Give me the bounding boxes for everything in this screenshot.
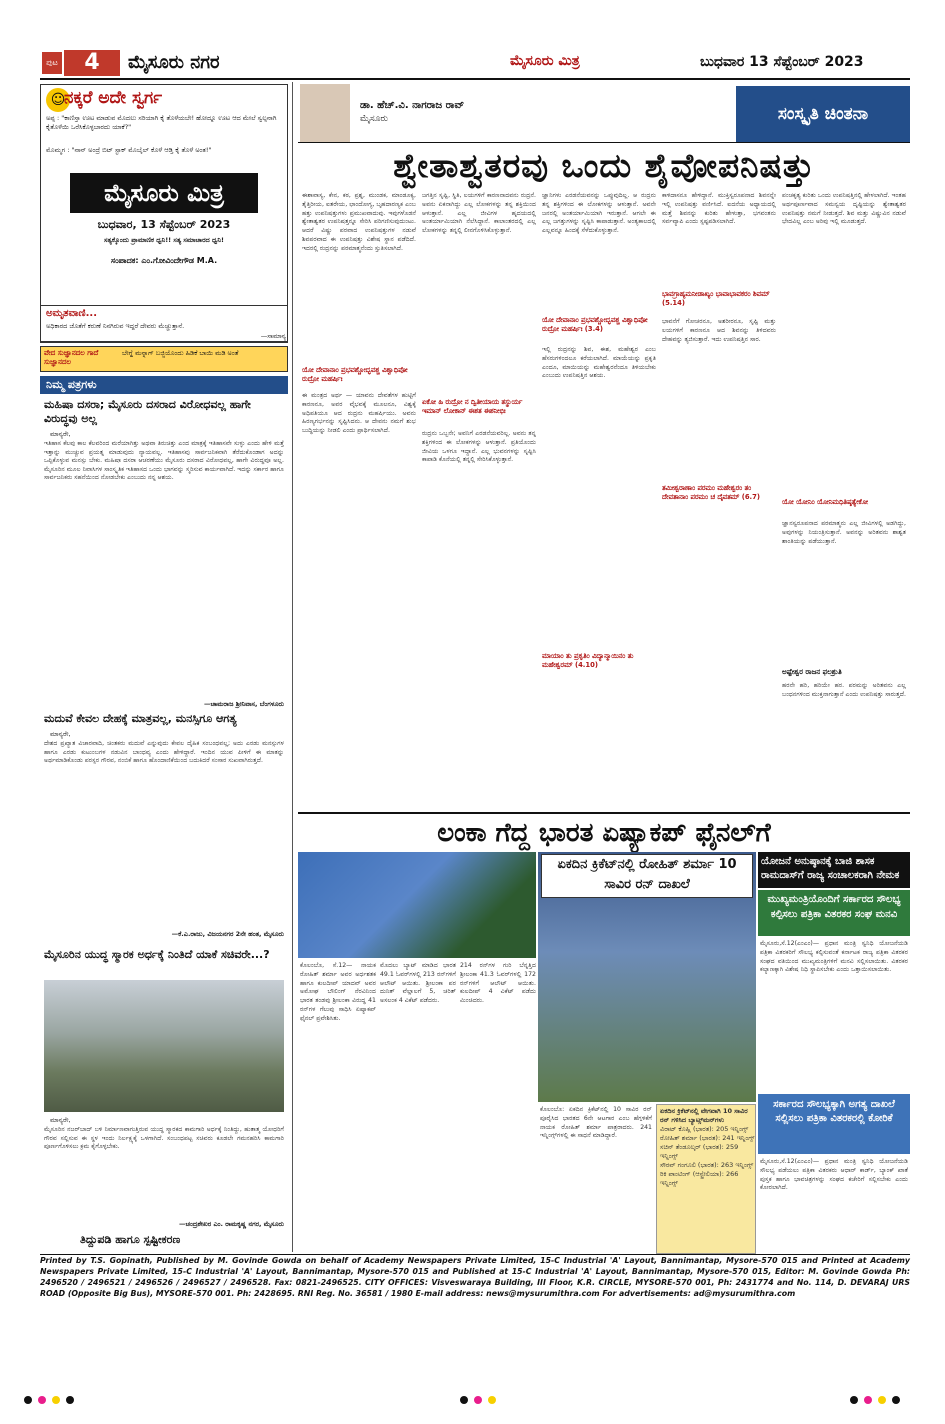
letter-4-title: ತಿದ್ದುಪಡಿ ಹಾಗೂ ಸ್ಪಷ್ಟೀಕರಣ — [80, 1233, 181, 1246]
article-col-2-cont: ರುದ್ರನು ಒಬ್ಬನೇ; ಅವನಿಗೆ ಎರಡನೆಯವರಿಲ್ಲ. ಅವನು ತನ್ನ ಶಕ್ತಿಗಳಿಂದ ಈ ಲೋಕಗಳನ್ನು ಆಳುತ್ತಾನೆ. ಪ್ರತಿಯೊಂದು ಜೀವಿಯ ಒಳಗೂ ಇದ್ದಾನೆ. ಎಲ್ಲ ಭುವನಗಳನ್ನು ಸೃಷ್ಟಿಸಿ ಕಾಪಾಡಿ ಕೊನೆಯಲ್ಲಿ ತನ್ನಲ್ಲಿ ಸೇರಿಸಿಕೊಳ್ಳುತ್ತಾನೆ. — [422, 430, 536, 464]
letter-2-salute: ಮಾನ್ಯರೇ, — [50, 730, 71, 738]
letter-3-salute: ಮಾನ್ಯರೇ, — [50, 1116, 71, 1124]
letters-header: ನಿಮ್ಮ ಪತ್ರಗಳು — [40, 376, 288, 394]
page-tag: ಪುಟ — [42, 52, 62, 74]
article-col-1-verse: ಯೋ ದೇವಾನಾಂ ಪ್ರಭವಶ್ಚೋದ್ಭವಶ್ಚ ವಿಶ್ವಾಧಿಪೋ ರುದ್ರೋ ಮಹರ್ಷಿಃ — [302, 366, 408, 384]
side-news-green-head: ಮುಖ್ಯಮಂತ್ರಿಯೊಂದಿಗೆ ಸರ್ಕಾರದ ಸೌಲಭ್ಯ ಕಲ್ಪಿಸಲು ಪತ್ರಿಕಾ ವಿತರಕರ ಸಂಘ ಮನವಿ — [758, 890, 910, 936]
tagline: ಸತ್ಯಕ್ಕೊಂದು ಪ್ರಾಮಾಣಿಕ ಧ್ವನಿ!! ಸತ್ಯ ಸಮಾಚಾರದ ಧ್ವನಿ! — [104, 236, 224, 244]
rohit-record-title: ಏಕದಿನ ಕ್ರಿಕೆಟ್‌ನಲ್ಲಿ ರೋಹಿತ್ ಶರ್ಮಾ 10 ಸಾವಿರ ರನ್ ದಾಖಲೆ — [541, 854, 753, 898]
editor-line: ಸಂಪಾದಕ: ಎಂ.ಗೋವಿಂದೇಗೌಡ M.A. — [110, 256, 218, 265]
logo-date: ಬುಧವಾರ, 13 ಸೆಪ್ಟೆಂಬರ್ 2023 — [97, 218, 231, 231]
letter-1-title: ಮಹಿಷಾ ದಸರಾ; ಮೈಸೂರು ದಸರಾದ ವಿರೋಧವಲ್ಲ ಹಾಗೇ ವಿರುದ್ಧವು ಅಲ್ಲ — [44, 398, 251, 425]
article-col-4-verse-2: ತಮೀಶ್ವರಾಣಾಂ ಪರಮಂ ಮಹೇಶ್ವರಂ ತಂ ದೇವತಾನಾಂ ಪರಮಂ ಚ ದೈವತಮ್ (6.7) — [662, 484, 760, 502]
quote-text: ಅಧಿಕಾರದ ಜೊತೆಗೆ ಕರುಣೆ ನಿನಗಿರುವ ಇದ್ದರೆ ದೇವರು ಮೆಚ್ಚುತ್ತಾನೆ. — [46, 322, 185, 330]
article-col-1: ಈಶಾವಾಸ್ಯ, ಕೇನ, ಕಠ, ಪ್ರಶ್ನ, ಮುಂಡಕ, ಮಾಂಡೂಕ್ಯ, ತೈತ್ತಿರೀಯ, ಐತರೇಯ, ಛಾಂದೋಗ್ಯ, ಬೃಹದಾರಣ್ಯಕ ಎಂಬ ಹತ್ತು ಉಪನಿಷತ್ತುಗಳು ಪ್ರಮುಖವಾದುವು. ಇವುಗಳೊಡನೆ ಶ್ವೇತಾಶ್ವತರ ಉಪನಿಷತ್ತನ್ನೂ ಸೇರಿಸಿ ಪರಿಗಣಿಸುವುದುಂಟು. ಆದರೆ ವಿಷ್ಣು ಪರವಾದ ಉಪನಿಷತ್ತುಗಳ ನಡುವೆ ಶಿವಪರವಾದ ಈ ಉಪನಿಷತ್ತು ವಿಶೇಷ ಸ್ಥಾನ ಪಡೆದಿದೆ. ಇದರಲ್ಲಿ ರುದ್ರನನ್ನು ಪರಮಾತ್ಮನೆಂದು ಸ್ತುತಿಸಲಾಗಿದೆ. — [302, 192, 416, 252]
team-celebration-photo — [298, 852, 536, 958]
article-col-4-verse: ಭಾವಗ್ರಾಹ್ಯಮನೀಡಾಖ್ಯಂ ಭಾವಾಭಾವಕರಂ ಶಿವಮ್ (5.14) — [662, 290, 770, 308]
letter-3-sign: —ಚಂದ್ರಶೇಖರ ಎಂ. ರಾಮಕೃಷ್ಣ ನಗರ, ಮೈಸೂರು — [179, 1220, 284, 1228]
proverb-right: ಬೇಗ್ಡೆ ಮನ್ನಾಗ್ ಬಜ್ಜಿಯೊಂದು ಹಿಡಿಕೆ ಬಾಯಿ ಮಡಿ ಅಂತೆ — [122, 349, 239, 357]
sports-body-1: ಕೊಲಂಬೊ, ಸೆ.12— ನಾಯಕ ರೋಹಿತ್ ಶರ್ಮಾ ಅವರ ಅರ್ಧಶತಕ ಹಾಗೂ ಕುಲದೀಪ್ ಯಾದವ್ ಅವರ ಅಮೋಘ ಬೌಲಿಂಗ್ ನೆರವಿನಿಂದ ಭಾರತ ತಂಡವು ಶ್ರೀಲಂಕಾ ವಿರುದ್ಧ 41 ರನ್‌ಗಳ ಗೆಲುವು ಸಾಧಿಸಿ ಏಷ್ಯಾಕಪ್ ಫೈನಲ್ ಪ್ರವೇಶಿಸಿತು. — [300, 962, 376, 1022]
sports-body-2: ಮೊದಲು ಬ್ಯಾಟ್ ಮಾಡಿದ ಭಾರತ 49.1 ಓವರ್‌ಗಳಲ್ಲಿ 213 ರನ್‌ಗಳಿಗೆ ಆಲೌಟ್ ಆಯಿತು. ಶ್ರೀಲಂಕಾ ಪರ ದುನಿತ್ ವೆಲ್ಲಾಲಗೆ 5, ಚರಿತ್ ಅಸಲಂಕ 4 ವಿಕೆಟ್ ಪಡೆದರು. — [380, 962, 456, 1005]
imprint-footer: Printed by T.S. Gopinath, Published by M. Govinde Gowda on behalf of Academy Newspapers Private Limited, 15-C Industrial 'A' Layout, Bannimantap, Mysore-570 015 and Printed at Academy Newspapers Private Limited, 15-C Industrial 'A' Layout, Bannimantap, Mysore-570 015 and Published at 15-C Industrial 'A' Layout, Bannimantap, Mysore-570 015, Editor: M. Govinde Gowda Ph: 2496520 / 2496521 / 2496526 / 2496527 / 2496528. Fax: 0821-2496525. CITY OFFICES: Visveswaraya Building, III Floor, K.R. CIRCLE, MYSORE-570 001, Ph: 2431774 and No. 114, D. DEVARAJ URS ROAD (Opposite Big Bus), MYSORE-570 001. Ph: 2428695. RNI Reg. No. 36581 / 1980 E-mail address: news@mysurumithra.com For advertisements: ad@mysurumithra.com — [40, 1254, 910, 1375]
article-col-5-subhead: ಅಷ್ಟೇಶ್ವರ ರಾಜನ ಫಲಶ್ರುತಿ — [782, 668, 842, 676]
stats-title: ಏಕದಿನ ಕ್ರಿಕೆಟ್‌ನಲ್ಲಿ ವೇಗವಾಗಿ 10 ಸಾವಿರ ರನ್ ಗಳಿಸಿದ ಬ್ಯಾಟ್ಸ್‌ಮನ್‌ಗಳು — [660, 1107, 748, 1124]
section-title: ಮೈಸೂರು ನಗರ — [128, 52, 220, 73]
print-registration-marks — [20, 1396, 925, 1408]
stat-row: ರಿಕಿ ಪಾಂಟಿಂಗ್ (ಆಸ್ಟ್ರೇಲಿಯಾ): 266 ಇನ್ನಿಂಗ್ಸ್ — [660, 1170, 739, 1187]
letter-3-body: ಮೈಸೂರಿನ ನಜರ್‌ಬಾದ್ ಬಳಿ ನಿರ್ಮಾಣವಾಗುತ್ತಿರುವ ಯುದ್ಧ ಸ್ಮಾರಕದ ಕಾಮಗಾರಿ ಅರ್ಧಕ್ಕೆ ನಿಂತಿದ್ದು, ಹುತಾತ್ಮ ಯೋಧರಿಗೆ ಗೌರವ ಸಲ್ಲಿಸುವ ಈ ಸ್ಥಳ ಇಂದು ನಿರ್ಲಕ್ಷ್ಯಕ್ಕೆ ಒಳಗಾಗಿದೆ. ಸಂಬಂಧಪಟ್ಟ ಸಚಿವರು ಕೂಡಲೇ ಗಮನಹರಿಸಿ ಕಾಮಗಾರಿ ಪೂರ್ಣಗೊಳಿಸಲು ಕ್ರಮ ಕೈಗೊಳ್ಳಬೇಕು. — [44, 1126, 284, 1151]
joke-line-1: ಅಪ್ಪ : "ಕಾಣಿಸ್ತಾ ಊಟ ಮಾಡುವ ಮೊದಲು ಸರಿಯಾಗಿ ಕೈ ತೊಳೆಯಬೇ! ಹೋದ್ನೂ ಊಟ ಆದ ಮೇಲೆ ಸ್ವಲ್ಪನಾಗಿ ಕೈತೊಳೆಯಿ ಒರೆಸಿಕೊಳ್ಳಬಾರದು ಯಾಕೆ?" — [46, 114, 277, 131]
letter-2-body: ದೇಶದ ಪ್ರಖ್ಯಾತ ವಿಚಾರವಾದಿ, ಚಿಂತಕರು ಮದುವೆ ಎನ್ನುವುದು ಕೇವಲ ದೈಹಿಕ ಸಂಬಂಧವಲ್ಲ; ಅದು ಎರಡು ಮನಸ್ಸುಗಳ ಹಾಗೂ ಎರಡು ಕುಟುಂಬಗಳ ನಡುವಿನ ಬಾಂಧವ್ಯ ಎಂದು ಹೇಳಿದ್ದಾರೆ. ಇಂದಿನ ಯುವ ಪೀಳಿಗೆ ಈ ಮಾತನ್ನು ಅರ್ಥಮಾಡಿಕೊಂಡು ಪರಸ್ಪರ ಗೌರವ, ನಂಬಿಕೆ ಹಾಗೂ ಹೊಂದಾಣಿಕೆಯಿಂದ ಬದುಕಿದರೆ ಸಂಸಾರ ಸುಖವಾಗಿರುತ್ತದೆ. — [44, 740, 284, 765]
side-news-green-body: ಮೈಸೂರು,ಸೆ.12(ಎಂಎಂ)— ಪ್ರಧಾನ ಮಂತ್ರಿ ಸ್ವನಿಧಿ ಯೋಜನೆಯಡಿ ಪತ್ರಿಕಾ ವಿತರಕರಿಗೆ ಸೌಲಭ್ಯ ಕಲ್ಪಿಸುವಂತೆ ಕರ್ನಾಟಕ ರಾಜ್ಯ ಪತ್ರಿಕಾ ವಿತರಕರ ಸಂಘದ ವತಿಯಿಂದ ಮುಖ್ಯಮಂತ್ರಿಗಳಿಗೆ ಮನವಿ ಸಲ್ಲಿಸಲಾಯಿತು. ವಿತರಕರ ಕಲ್ಯಾಣಕ್ಕಾಗಿ ವಿಶೇಷ ನಿಧಿ ಸ್ಥಾಪಿಸಬೇಕು ಎಂದು ಒತ್ತಾಯಿಸಲಾಯಿತು. — [760, 940, 908, 974]
quote-author: —ಸಾಮಾನ್ಯ — [260, 332, 286, 340]
author-name: ಡಾ. ಹೆಚ್.ವಿ. ನಾಗರಾಜ ರಾವ್ — [360, 100, 465, 111]
article-col-4-cont: ಭಾವನೆಗೆ ಗೋಚರನೂ, ಅಶರೀರನೂ, ಸೃಷ್ಟಿ ಮತ್ತು ಲಯಗಳಿಗೆ ಕಾರಣನೂ ಆದ ಶಿವನನ್ನು ತಿಳಿದವರು ದೇಹವನ್ನು ತ್ಯಜಿಸುತ್ತಾರೆ. ಇದು ಉಪನಿಷತ್ತಿನ ಸಾರ. — [662, 318, 776, 343]
article-col-1-cont: ಈ ಮಂತ್ರದ ಅರ್ಥ — ಯಾವನು ದೇವತೆಗಳ ಹುಟ್ಟಿಗೆ ಕಾರಣನೂ, ಅವರ ವೈಭವಕ್ಕೆ ಮೂಲನೂ, ವಿಶ್ವಕ್ಕೆ ಅಧಿಪತಿಯೂ ಆದ ರುದ್ರನು ಮಹರ್ಷಿಯು. ಅವನು ಹಿರಣ್ಯಗರ್ಭನನ್ನು ಸೃಷ್ಟಿಸಿದನು. ಆ ದೇವನು ನಮಗೆ ಶುಭ ಬುದ್ಧಿಯನ್ನು ನೀಡಲಿ ಎಂದು ಪ್ರಾರ್ಥಿಸಲಾಗಿದೆ. — [302, 392, 416, 435]
war-memorial-photo — [44, 980, 284, 1112]
letter-1-body: ಇತಿಹಾಸ ಕೆಲವು ಕಾಲ ಕೆಲವರಿಂದ ಮರೆಯಾಗಿತ್ತು ಅಥವಾ ತಿರುಚಿತ್ತು ಎಂದ ಮಾತ್ರಕ್ಕೆ ಇತಿಹಾಸವೇ ಸುಳ್ಳು ಎಂದು ಹೇಳಿ ಮತ್ತೆ ಇತ್ತಾನ್ನು ಮುಚ್ಚುವ ಪ್ರಯತ್ನ ಮಾಡುವುದು ನ್ಯಾಯವಲ್ಲ. ಇತಿಹಾಸವು ಸಾರ್ವಜನಿಕವಾಗಿ ತೆರೆದುಕೊಂಡಾಗ ಅದನ್ನು ಒಪ್ಪಿಕೊಳ್ಳುವ ಮನಸ್ಸು ಬೇಕು. ಮಹಿಷಾ ದಸರಾ ಆಚರಣೆಯು ಮೈಸೂರು ದಸರಾದ ವಿರೋಧವಲ್ಲ, ಹಾಗೇ ವಿರುದ್ಧವೂ ಅಲ್ಲ. ಮೈಸೂರಿನ ಮೂಲ ನಿವಾಸಿಗಳ ಸಾಂಸ್ಕೃತಿಕ ಇತಿಹಾಸದ ಒಂದು ಭಾಗವನ್ನು ಸ್ಮರಿಸುವ ಕಾರ್ಯವಾಗಿದೆ. ಇದನ್ನು ಸರ್ಕಾರ ಹಾಗೂ ಸಾರ್ವಜನಿಕರು ಸಹನೆಯಿಂದ ನೋಡಬೇಕು ಎಂಬುದು ನನ್ನ ಆಶಯ. — [44, 440, 284, 482]
article-col-5-end: ಹರನೇ ಹರಿ, ಹರಿಯೇ ಹರ. ಪರಮನ್ನು ಅರಿತವನು ಎಲ್ಲ ಬಂಧನಗಳಿಂದ ಮುಕ್ತನಾಗುತ್ತಾನೆ ಎಂದು ಉಪನಿಷತ್ತು ಸಾರುತ್ತದೆ. — [782, 682, 906, 698]
rohit-record-body: ಕೊಲಂಬೊ: ಏಕದಿನ ಕ್ರಿಕೆಟ್‌ನಲ್ಲಿ 10 ಸಾವಿರ ರನ್ ಪೂರೈಸಿದ ಭಾರತದ 6ನೇ ಆಟಗಾರ ಎಂಬ ಹೆಗ್ಗಳಿಕೆಗೆ ನಾಯಕ ರೋಹಿತ್ ಶರ್ಮಾ ಪಾತ್ರರಾದರು. 241 ಇನ್ನಿಂಗ್ಸ್‌ಗಳಲ್ಲಿ ಈ ಸಾಧನೆ ಮಾಡಿದ್ದಾರೆ. — [540, 1106, 652, 1140]
letter-1-sign: —ಚಾಮರಾಜ ಶ್ರೀನಿವಾಸ, ಬೆಂಗಳೂರು — [203, 700, 284, 708]
masthead: ಮೈಸೂರು ಮಿತ್ರ — [510, 53, 580, 69]
article-col-5: ಪಂಚಕೃತ್ಯ ಕುರಿತು ಒಂದು ಉಪನಿಷತ್ತಿನಲ್ಲಿ ಹೇಳಲಾಗಿದೆ. ಇಂತಹ ಅರ್ಥಪೂರ್ಣವಾದ ಸಮನ್ವಯ ದೃಷ್ಟಿಯನ್ನು ಶ್ವೇತಾಶ್ವತರ ಉಪನಿಷತ್ತು ನಮಗೆ ನೀಡುತ್ತದೆ. ಶಿವ ಮತ್ತು ವಿಷ್ಣುವಿನ ನಡುವೆ ಭೇದವಿಲ್ಲ ಎಂಬ ಅರಿವು ಇಲ್ಲಿ ಮೂಡುತ್ತದೆ. — [782, 192, 906, 226]
side-news-blue-body: ಮೈಸೂರು,ಸೆ.12(ಎಂಎಂ)— ಪ್ರಧಾನ ಮಂತ್ರಿ ಸ್ವನಿಧಿ ಯೋಜನೆಯಡಿ ಸೌಲಭ್ಯ ಪಡೆಯಲು ಪತ್ರಿಕಾ ವಿತರಕರು ಆಧಾರ್ ಕಾರ್ಡ್, ಬ್ಯಾಂಕ್ ಖಾತೆ ಪುಸ್ತಕ ಹಾಗೂ ಭಾವಚಿತ್ರಗಳನ್ನು ಸಂಘದ ಕಚೇರಿಗೆ ಸಲ್ಲಿಸಬೇಕು ಎಂದು ಕೋರಲಾಗಿದೆ. — [760, 1158, 908, 1192]
article-col-3-verse-2: ಮಾಯಾಂ ತು ಪ್ರಕೃತಿಂ ವಿದ್ಯಾನ್ಮಾಯಿನಂ ತು ಮಹೇಶ್ವರಮ್ (4.10) — [542, 652, 634, 670]
column-divider — [292, 82, 293, 1252]
header-rule — [40, 78, 910, 80]
article-col-5-verse: ಯೋ ಯೋನಿಂ ಯೋನಿಮಧಿತಿಷ್ಠತ್ಯೇಕೋ — [782, 498, 869, 506]
article-col-3-cont: ಇಲ್ಲಿ ರುದ್ರನನ್ನು ಶಿವ, ಈಶ, ಮಹೇಶ್ವರ ಎಂಬ ಹೆಸರುಗಳಿಂದಲೂ ಕರೆಯಲಾಗಿದೆ. ಮಾಯೆಯನ್ನು ಪ್ರಕೃತಿ ಎಂದೂ, ಮಾಯಿಯನ್ನು ಮಹೇಶ್ವರನೆಂದೂ ತಿಳಿಯಬೇಕು ಎಂಬುದು ಉಪನಿಷತ್ತಿನ ಆಶಯ. — [542, 346, 656, 380]
sports-headline: ಲಂಕಾ ಗೆದ್ದ ಭಾರತ ಏಷ್ಯಾಕಪ್ ಫೈನಲ್‌ಗೆ — [298, 812, 910, 852]
author-photo — [300, 84, 350, 142]
date-line: ಬುಧವಾರ 13 ಸೆಪ್ಟೆಂಬರ್ 2023 — [700, 54, 864, 70]
letter-2-sign: —ಕೆ.ಎ.ರಾಜು, ವಿಜಯನಗರ 2ನೇ ಹಂತ, ಮೈಸೂರು — [171, 930, 284, 938]
letter-1-salute: ಮಾನ್ಯರೇ, — [50, 430, 71, 438]
fastest-10k-box — [656, 1104, 756, 1254]
stat-row: ಸೌರವ್ ಗಂಗೂಲಿ (ಭಾರತ): 263 ಇನ್ನಿಂಗ್ಸ್ — [660, 1161, 754, 1169]
masthead-logo: ಮೈಸೂರು ಮಿತ್ರ — [70, 173, 258, 213]
article-col-5-cont: ಜ್ಞಾನಸ್ವರೂಪನಾದ ಪರಮಾತ್ಮನು ಎಲ್ಲ ಜೀವಿಗಳಲ್ಲಿ ಅಡಗಿದ್ದು, ಅವುಗಳನ್ನು ನಿಯಂತ್ರಿಸುತ್ತಾನೆ. ಅವನನ್ನು ಅರಿತವನು ಶಾಶ್ವತ ಶಾಂತಿಯನ್ನು ಪಡೆಯುತ್ತಾನೆ. — [782, 520, 906, 545]
side-news-top-head: ಯೋಜನೆ ಅನುಷ್ಠಾನಕ್ಕೆ ಬಾಜಿ ಶಾಸಕ ರಾಮದಾಸ್‌ಗೆ ರಾಜ್ಯ ಸಂಚಾಲಕರಾಗಿ ನೇಮಕ — [758, 852, 910, 888]
quote-title: ಅಮೃತವಾಣಿ... — [46, 308, 97, 319]
culture-section-tag: ಸಂಸ್ಕೃತಿ ಚಿಂತನಾ — [736, 86, 910, 142]
article-col-3-verse: ಯೋ ದೇವಾನಾಂ ಪ್ರಭವಶ್ಚೋದ್ಭವಶ್ಚ ವಿಶ್ವಾಧಿಪೋ ರುದ್ರೋ ಮಹರ್ಷಿಃ (3.4) — [542, 316, 648, 334]
article-col-2-verse: ಏಕೋ ಹಿ ರುದ್ರೋ ನ ದ್ವಿತೀಯಾಯ ತಸ್ಥುರ್ಯ ಇಮಾನ್ ಲೋಕಾನ್ ಈಶತ ಈಶನೀಭಿಃ — [422, 398, 523, 416]
article-headline: ಶ್ವೇತಾಶ್ವತರವು ಒಂದು ಶೈವೋಪನಿಷತ್ತು — [393, 146, 815, 185]
article-col-3: ಜ್ಞಾನಿಗಳು ಎರಡನೆಯವನನ್ನು ಒಪ್ಪುವುದಿಲ್ಲ. ಆ ರುದ್ರನು ತನ್ನ ಶಕ್ತಿಗಳಿಂದ ಈ ಲೋಕಗಳನ್ನು ಆಳುತ್ತಾನೆ. ಅವನೇ ಜನರಲ್ಲಿ ಅಂತರ್ಯಾಮಿಯಾಗಿ ಇರುತ್ತಾನೆ. ಆಗಲೇ ಈ ಎಲ್ಲ ಜಗತ್ತುಗಳನ್ನು ಸೃಷ್ಟಿಸಿ ಕಾಪಾಡುತ್ತಾನೆ. ಅಂತ್ಯಕಾಲದಲ್ಲಿ ಎಲ್ಲವನ್ನೂ ಹಿಂದಕ್ಕೆ ಸೆಳೆದುಕೊಳ್ಳುತ್ತಾನೆ. — [542, 192, 656, 235]
proverb-left: ವೇದ ಸುಜ್ಞಾನದಲ ಗಾದೆ ಸುಜ್ಞಾನದಲ — [44, 349, 99, 366]
page-number: 4 — [64, 50, 120, 76]
stat-row: ವಿರಾಟ್ ಕೊಹ್ಲಿ (ಭಾರತ): 205 ಇನ್ನಿಂಗ್ಸ್ — [660, 1125, 749, 1133]
sports-body-3: 214 ರನ್‌ಗಳ ಗುರಿ ಬೆನ್ನತ್ತಿದ ಶ್ರೀಲಂಕಾ 41.3 ಓವರ್‌ಗಳಲ್ಲಿ 172 ರನ್‌ಗಳಿಗೆ ಆಲೌಟ್ ಆಯಿತು. ಕುಲದೀಪ್ 4 ವಿಕೆಟ್ ಪಡೆದು ಮಿಂಚಿದರು. — [460, 962, 536, 1005]
side-news-blue-head: ಸರ್ಕಾರದ ಸೌಲಭ್ಯಕ್ಕಾಗಿ ಅಗತ್ಯ ದಾಖಲೆ ಸಲ್ಲಿಸಲು ಪತ್ರಿಕಾ ವಿತರಕರಲ್ಲಿ ಕೋರಿಕೆ — [758, 1094, 910, 1154]
stat-row: ರೋಹಿತ್ ಶರ್ಮಾ (ಭಾರತ): 241 ಇನ್ನಿಂಗ್ಸ್ — [660, 1134, 755, 1142]
laughing-face-icon: ☺ — [46, 88, 70, 112]
letter-2-title: ಮದುವೆ ಕೇವಲ ದೇಹಕ್ಕೆ ಮಾತ್ರವಲ್ಲ, ಮನಸ್ಸಿಗೂ ಆಗತ್ಯ — [44, 712, 237, 725]
article-col-4: ಕಾಳಿದಾಸನೂ ಹೇಳಿದ್ದಾನೆ. ಮುಕ್ತಿಸ್ವರೂಪನಾದ ಶಿವನನ್ನೇ ಇಲ್ಲಿ ಉಪನಿಷತ್ತು ವರ್ಣಿಸಿದೆ. ಐದನೆಯ ಅಧ್ಯಾಯದಲ್ಲಿ ಮತ್ತೆ ಶಿವನನ್ನು ಕುರಿತು ಹೇಳುತ್ತಾ, ಭಗವಂತನು ಸರ್ವವ್ಯಾಪಿ ಎಂದು ಸ್ಪಷ್ಟಪಡಿಸಲಾಗಿದೆ. — [662, 192, 776, 226]
stat-row: ಸಚಿನ್ ತೆಂಡೂಲ್ಕರ್ (ಭಾರತ): 259 ಇನ್ನಿಂಗ್ಸ್ — [660, 1143, 739, 1160]
author-place: ಮೈಸೂರು — [360, 114, 388, 124]
joke-line-2: ಮೊಮ್ಮಗ : "ನಾನ್ ಅಂದ್ರೆ ಬಿಟ್ ಸ್ಟಾಕ್ ಮೊಬೈಲ್ ಕೊಳೆ ಆಡ್ತಿ ಕೈ ತೊಳೆ ಅಂತ!" — [46, 146, 212, 154]
article-col-2: ಜಗತ್ತಿನ ಸೃಷ್ಟಿ, ಸ್ಥಿತಿ, ಲಯಗಳಿಗೆ ಕಾರಣನಾದವನು ರುದ್ರನೆ. ಅವನು ಏಕನಾಗಿದ್ದು ಎಲ್ಲ ಲೋಕಗಳನ್ನು ತನ್ನ ಶಕ್ತಿಯಿಂದ ಆಳುತ್ತಾನೆ. ಎಲ್ಲ ಜೀವಿಗಳ ಹೃದಯದಲ್ಲಿ ಅಂತರ್ಯಾಮಿಯಾಗಿ ನೆಲೆಸಿದ್ದಾನೆ. ಕಾಲಾಂತರದಲ್ಲಿ ಎಲ್ಲ ಲೋಕಗಳನ್ನು ತನ್ನಲ್ಲಿ ಲೀನಗೊಳಿಸಿಕೊಳ್ಳುತ್ತಾನೆ. — [422, 192, 536, 235]
fun-title: ನಕ್ಕರೆ ಅದೇ ಸ್ವರ್ಗ — [64, 88, 163, 108]
letter-3-title: ಮೈಸೂರಿನ ಯುದ್ಧ ಸ್ಮಾರಕ ಅರ್ಧಕ್ಕೆ ನಿಂತಿದೆ ಯಾಕೆ ಸಚಿವರೇ...? — [44, 948, 270, 961]
